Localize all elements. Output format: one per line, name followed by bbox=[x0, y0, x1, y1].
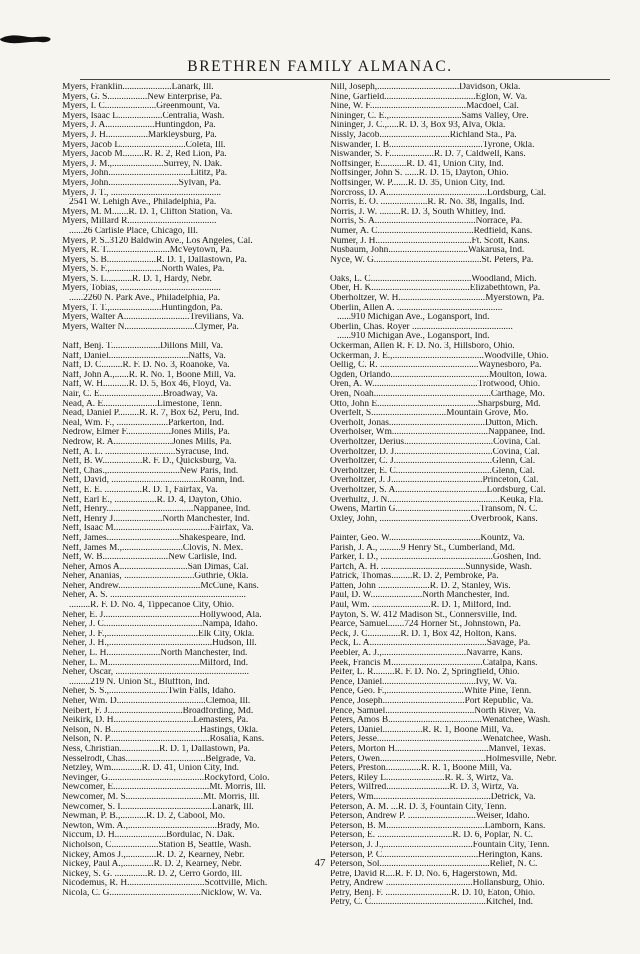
directory-entry: Neikirk, D. H..................................Lemasters, Pa. bbox=[62, 716, 249, 726]
directory-entry: Petry, Benj. F. ............................R. D. 10, Eaton, Ohio. bbox=[330, 888, 536, 898]
directory-entry: Peters, Morton H........................................Manvel, Texas. bbox=[330, 744, 546, 754]
directory-entry: Overholtzer, S. A.......................................Lordsburg, Cal. bbox=[330, 485, 546, 495]
directory-entry: Myers, M. M.......R. D. 1, Clifton Station, Va. bbox=[62, 207, 233, 217]
directory-entry: Nesselrodt, Chas..................................Belgrade, Va. bbox=[62, 754, 256, 764]
directory-entry: Myers, S. B.....................R. D. 1, Dallastown, Pa. bbox=[62, 255, 247, 265]
directory-entry: Norcross, D. A...........................................Lordsburg, Cal. bbox=[330, 188, 546, 198]
directory-entry: Oxley, John, .......................................Overbrook, Kans. bbox=[330, 514, 538, 524]
directory-entry: Neibert, F. J................................Broadfording, Md. bbox=[62, 706, 254, 716]
directory-entry: Numer, J. H.........................................Ft. Scott, Kans. bbox=[330, 236, 530, 246]
directory-entry: Nyce, W. G..............................................St. Peters, Pa. bbox=[330, 255, 534, 265]
directory-entry: Oellig, C. R. ..........................................Waynesboro, Pa. bbox=[330, 361, 542, 371]
right-column bbox=[330, 83, 598, 908]
directory-entry: Overholtzer, E. C.........................................Glenn, Cal. bbox=[330, 466, 535, 476]
directory-entry: Peek, Francis M.......................................Catalpa, Kans. bbox=[330, 658, 538, 668]
directory-entry: Neher, J. H.,............................................Hudson, Ill. bbox=[62, 639, 257, 649]
directory-entry: Nininger, C. E.,...............................Sams Valley, Ore. bbox=[330, 111, 529, 121]
directory-entry: Overhultz, J. N................................................Keuka, Fla. bbox=[330, 495, 544, 505]
directory-entry: Overfelt, S................................Mountain Grove, Mo. bbox=[330, 409, 529, 419]
directory-entry: Peters, Jesse.............................................Wenatchee, Wash. bbox=[330, 735, 551, 745]
directory-entry: Norris, E. O. ....................R. R. No. 38, Ingalls, Ind. bbox=[330, 198, 525, 208]
directory-entry: Petre, David R....R. F. D. No. 6, Hagerstown, Md. bbox=[330, 869, 518, 879]
directory-entry: Neher, Oscar, ......................................................... bbox=[62, 668, 249, 678]
directory-entry: Peters, Amos B........................................Wenatchee, Wash. bbox=[330, 716, 551, 726]
directory-entry: Neff, Henry J.....................North Manchester, Ind. bbox=[62, 514, 250, 524]
page-header-title: BRETHREN FAMILY ALMANAC. bbox=[187, 58, 453, 75]
left-column bbox=[62, 83, 330, 898]
directory-entry: Pearce, Samuel.......724 Horner St., Johnstown, Pa. bbox=[330, 620, 521, 630]
directory-entry: Neff, Chas.,...............................New Paris, Ind. bbox=[62, 466, 239, 476]
directory-entry: Nicodemus, R. H.................................Scottville, Mich. bbox=[62, 879, 268, 889]
directory-entry: Nickey, Amos J.,.............R. D. 2, Kearney, Nebr. bbox=[62, 850, 245, 860]
directory-entry: Neher, Ananias, ..............................Guthrie, Okla. bbox=[62, 572, 249, 582]
directory-entry: Nelson, N. B......................................Hastings, Okla. bbox=[62, 725, 259, 735]
directory-entry: Naff, Daniel..................................Naffs, Va. bbox=[62, 351, 226, 361]
directory-entry: Myers, Tobias, ........................................... bbox=[62, 284, 221, 294]
directory-entry: Myers, John...................................Lititz, Pa. bbox=[62, 169, 228, 179]
directory-entry: Nicholson, C....................Station B, Seattle, Wash. bbox=[62, 840, 252, 850]
directory-entry: Oren, A. W.............................................Trotwood, Ohio. bbox=[330, 380, 541, 390]
directory-entry: Neff, A. L. ..............................Syracuse, Ind. bbox=[62, 447, 229, 457]
directory-entry: Peifer, L. R.........R. F. D. No. 2, Springfield, Ohio. bbox=[330, 668, 520, 678]
directory-entry: Neher, A. S. .......................................................... bbox=[62, 591, 246, 601]
directory-entry: Ness, Christian.................R. D. 1, Dallastown, Pa. bbox=[62, 744, 251, 754]
directory-entry: Peters, Wm..................................................Detrick, Va. bbox=[330, 792, 536, 802]
directory-entry: Noffsinger, W. P.......R. D. 35, Union City, Ind. bbox=[330, 178, 506, 188]
directory-entry: Peterson, Sol...............................................Relief, N. C. bbox=[330, 860, 538, 870]
directory-entry: Oberlin, Chas. Royer ........................................... bbox=[330, 322, 513, 332]
directory-entry: Parker, I. D., ................................................Goshen, Ind. bbox=[330, 553, 542, 563]
directory-entry: Neff, James...............................Shakespeare, Ind. bbox=[62, 533, 246, 543]
directory-entry: Overholtzer, J. J.......................................Princeton, Cal. bbox=[330, 476, 539, 486]
directory-entry: Oberholtzer, W. H.....................................Myerstown, Pa. bbox=[330, 294, 545, 304]
directory-entry: Pence, Daniel........................................Ivy, W. Va. bbox=[330, 677, 517, 687]
directory-entry: Painter, Geo. W.......................................Kountz, Va. bbox=[330, 533, 525, 543]
directory-entry: Nelson, N. P...........................................Rosalia, Kans. bbox=[62, 735, 265, 745]
directory-entry: Nickey, Paul A.,.............R. D. 2, Kearney, Nebr. bbox=[62, 860, 242, 870]
directory-entry: Myers, S. F.,......................North Wales, Pa. bbox=[62, 265, 225, 275]
directory-entry: Myers, Walter N..............................Clymer, Pa. bbox=[62, 322, 239, 332]
directory-entry: Ockerman, J. E.,.......................................Woodville, Ohio. bbox=[330, 351, 549, 361]
directory-entry: Nead, Daniel P.........R. R. 7, Box 62, Peru, Ind. bbox=[62, 409, 240, 419]
directory-entry: Peters, Preston...............R. R. 1, Boone Mill, Va. bbox=[330, 764, 512, 774]
directory-entry: Peck, L. A..................................................Savage, Pa. bbox=[330, 639, 531, 649]
directory-entry: Nair, C. E...........................Broadway, Va. bbox=[62, 390, 218, 399]
directory-entry: Neher, J. F.,.......................................Elk City, Okla. bbox=[62, 629, 255, 639]
directory-entry: Norris, S. A...........................................Norrace, Pa. bbox=[330, 217, 523, 227]
directory-entry: Petry, C. C.................................................Kitchel, Ind. bbox=[330, 898, 534, 908]
directory-entry: Myers, I. C......................Greenmount, Va. bbox=[62, 102, 220, 112]
directory-entry: Nedrow, Elmer F...................Jones Mills, Pa. bbox=[62, 428, 230, 438]
directory-entry: Peck, J. C..............R. D. 1, Box 42, Holton, Kans. bbox=[330, 629, 517, 639]
section-gap bbox=[330, 524, 598, 534]
directory-entry: Norris, J. W. .........R. D. 3, South Whitley, Ind. bbox=[330, 207, 506, 217]
directory-entry: Netzley, Wm.............R. D. 41, Union City, Ind. bbox=[62, 764, 239, 774]
directory-entry: Peterson, E. ................................R. D. 6, Poplar, N. C. bbox=[330, 831, 534, 841]
directory-entry: Oren, Noah..................................................Carthage, Mo. bbox=[330, 390, 545, 399]
directory-entry: Peebler, A. J.,....................................Navarre, Kans. bbox=[330, 649, 523, 659]
directory-entry: Nedrow, R. A.........................Jones Mills, Pa. bbox=[62, 437, 232, 447]
directory-entry: Nicola, C. G.......................................Nicklow, W. Va. bbox=[62, 888, 262, 898]
directory-entry: Nusbaum, John..................................Wakarusa, Ind. bbox=[330, 246, 525, 256]
directory-entry: Payton, S. W. 412 Madison St., Connersville, Ind. bbox=[330, 610, 517, 620]
directory-entry: Partch, A. H. ....................................Sunnyside, Wash. bbox=[330, 562, 532, 572]
directory-entry: Neff, Isaac M.........................................Fairfax, Va. bbox=[62, 524, 254, 534]
directory-entry: Patten, John ......................R. D. 2, Stanley, Wis. bbox=[330, 581, 511, 591]
directory-entry: Neff, Earl E., ..................R. D. 4, Dayton, Ohio. bbox=[62, 495, 242, 505]
directory-entry: Myers, Jacob M.........R. R. 2, Red Lion, Pa. bbox=[62, 150, 227, 160]
directory-entry: Peters, Owen.............................................Holmesville, Nebr. bbox=[330, 754, 557, 764]
directory-entry: ......26 Carlisle Place, Chicago, Ill. bbox=[62, 226, 198, 236]
directory-entry: Peters, Wilfred...........................R. D. 3, Wirtz, Va. bbox=[330, 783, 519, 793]
directory-entry: Newcomer, E.........................................Mt. Morris, Ill. bbox=[62, 783, 266, 793]
directory-entry: 2541 W. Lehigh Ave., Philadelphia, Pa. bbox=[62, 198, 217, 208]
directory-entry: Overholt, Jonas.........................................Dutton, Mich. bbox=[330, 418, 538, 428]
directory-entry: Newman, P. B.,...........R. D. 2, Cabool, Mo. bbox=[62, 812, 226, 822]
directory-entry: Nead, A. E.......................Limestone, Tenn. bbox=[62, 399, 223, 409]
directory-entry: Neher, L. M.......................................Milford, Ind. bbox=[62, 658, 249, 668]
page-number: 47 bbox=[314, 857, 326, 869]
directory-entry: Myers, J. T., ............................................... bbox=[62, 188, 222, 198]
directory-entry: Pence, Samuel......................................North River, Va. bbox=[330, 706, 536, 716]
directory-entry: Neff, David, ......................................Roann, Ind. bbox=[62, 476, 245, 486]
directory-entry: Neff, E. E. ................R. D. 1, Fairfax, Va. bbox=[62, 485, 218, 495]
directory-entry: .........R. F. D. No. 4, Tippecanoe City, Ohio. bbox=[62, 601, 235, 611]
directory-entry: Peterson, Andrew P. .............................Weiser, Idaho. bbox=[330, 812, 530, 822]
directory-entry: Peterson, B. M..........................................Lamborn, Kans. bbox=[330, 821, 546, 831]
directory-entry: Overholtzer, C. J..........................................Glenn, Cal. bbox=[330, 457, 536, 467]
directory-entry: Neff, James M.,..........................Clovis, N. Mex. bbox=[62, 543, 244, 553]
directory-entry: Naff, John A.,......R. R. No. 1, Boone Mill, Va. bbox=[62, 370, 236, 380]
directory-entry: Newcomer, S. I.......................................Lanark, Ill. bbox=[62, 802, 254, 812]
directory-entry: Paul, Wm. .........................R. D. 1, Milford, Ind. bbox=[330, 601, 512, 611]
directory-entry: Parish, J. A., .........9 Henry St., Cumberland, Md. bbox=[330, 543, 515, 553]
directory-entry: Pence, Geo. F.,.................................White Pine, Tenn. bbox=[330, 687, 532, 697]
directory-entry: Myers, J. M.,......................Surrey, N. Dak. bbox=[62, 159, 223, 169]
directory-entry: Niswander, S. F...................R. D. 7, Caldwell, Kans. bbox=[330, 150, 526, 160]
directory-entry: Myers, Jacob L............................Coleta, Ill. bbox=[62, 140, 226, 150]
directory-entry: Naff, D. C.........R. F. D. No. 3, Roanoke, Va. bbox=[62, 361, 230, 371]
directory-entry: Neff, B. W.................R. F. D., Quicksburg, Va. bbox=[62, 457, 237, 467]
directory-entry: Myers, G. S.................New Enterprise, Pa. bbox=[62, 92, 223, 102]
directory-entry: Neher, E. J.........................................Hollywood, Ala. bbox=[62, 610, 262, 620]
directory-entry: Oaks, L. C...........................................Woodland, Mich. bbox=[330, 274, 537, 284]
directory-entry: Neher, Andrew...................................McCune, Kans. bbox=[62, 581, 259, 591]
directory-entry: ......2260 N. Park Ave., Philadelphia, Pa. bbox=[62, 294, 220, 304]
directory-entry: Peters, Riley L.........................R. R. 3, Wirtz, Va. bbox=[330, 773, 514, 783]
directory-entry: Neher, S. S.,.........................Twin Falls, Idaho. bbox=[62, 687, 236, 697]
directory-entry: Numer, A. C.........................................Redfield, Kans. bbox=[330, 226, 533, 236]
directory-entry: Peters, Daniel.................R. R. 1, Boone Mill, Va. bbox=[330, 725, 514, 735]
directory-entry: Otto, John E...........................................Sharpsburg, Md. bbox=[330, 399, 541, 409]
directory-entry: Ockerman, Allen R. F. D. No. 3, Hillsboro, Ohio. bbox=[330, 342, 515, 352]
section-gap bbox=[330, 265, 598, 275]
directory-entry: Neff, W. B............................New Carlisle, Ind. bbox=[62, 553, 237, 563]
directory-entry: Oberlin, Allen A. ............................................. bbox=[330, 303, 503, 313]
directory-entry: Peterson, J. J.,......................................Fountain City, Tenn. bbox=[330, 840, 550, 850]
directory-entry: Nine, W. F.........................................Macdoel, Cal. bbox=[330, 102, 519, 112]
directory-entry: Nickey, S. G. ..............R. D. 2, Cerro Gordo, Ill. bbox=[62, 869, 243, 879]
directory-entry: Ober, H. K..........................................Elizabethtown, Pa. bbox=[330, 284, 541, 294]
directory-entry: Newton, Wm. A.,......................................Brady, Mo. bbox=[62, 821, 260, 831]
directory-entry: Neher, L. H.......................North Manchester, Ind. bbox=[62, 649, 248, 659]
directory-entry: Peterson, P. C.........................................Herington, Kans. bbox=[330, 850, 543, 860]
directory-entry: Myers, Millard R...................................... bbox=[62, 217, 217, 227]
directory-entry: Myers, J. A.....................Huntingdon, Pa. bbox=[62, 121, 216, 131]
directory-entry: Myers, Franklin.....................Lanark, Ill. bbox=[62, 83, 214, 92]
directory-entry: Myers, Isaac L...................Centralia, Wash. bbox=[62, 111, 225, 121]
directory-entry: Nininger, J. C.,.....R. D. 3, Box 93, Alva, Okla. bbox=[330, 121, 506, 131]
directory-entry: Overholser, Wm.........................................Nappanee, Ind. bbox=[330, 428, 546, 438]
directory-entry: Naff, Benj. T.....................Dillons Mill, Va. bbox=[62, 342, 224, 352]
directory-entry: Myers, T. T.,......................Huntingdon, Pa. bbox=[62, 303, 223, 313]
directory-entry: Pence, Joseph...................................Port Republic, Va. bbox=[330, 697, 534, 706]
ink-blot-mark bbox=[0, 30, 52, 48]
directory-entry: Neher, Amos A.............................San Dimas, Cal. bbox=[62, 562, 249, 572]
directory-entry: Neher, Wm. D......................................Clemoa, Ill. bbox=[62, 697, 251, 706]
directory-entry: Ogden, Orlando..........................................Moulton, Iowa. bbox=[330, 370, 547, 380]
directory-entry: Owens, Martin G....................................Transom, N. C. bbox=[330, 505, 538, 515]
directory-entry: Paul, D. W......................North Manchester, Ind. bbox=[330, 591, 510, 601]
directory-entry: Myers, R. T...........................McVeytown, Pa. bbox=[62, 246, 232, 256]
directory-entry: Nill, Joseph,...................................Davidson, Okla. bbox=[330, 83, 521, 92]
directory-entry: Nevinger, G.........................................Rockyford, Colo. bbox=[62, 773, 270, 783]
directory-entry: Overholtzer, D. J..........................................Covina, Cal. bbox=[330, 447, 540, 457]
directory-entry: Peterson, A. M. ...R. D. 3, Fountain City, Tenn. bbox=[330, 802, 507, 812]
directory-entry: Nissly, Jacob..............................Richland Sta., Pa. bbox=[330, 130, 517, 140]
directory-entry: Myers, P. S..3120 Baldwin Ave., Los Angeles, Cal. bbox=[62, 236, 253, 246]
directory-entry: Myers, J. H..................Markleysburg, Pa. bbox=[62, 130, 217, 140]
directory-entry: Niccum, D. H......................Bordulac, N. Dak. bbox=[62, 831, 235, 841]
directory-entry: .........219 N. Union St., Bluffton, Ind. bbox=[62, 677, 210, 687]
directory-entry: ......910 Michigan Ave., Logansport, Ind. bbox=[330, 332, 490, 342]
directory-entry: Neff, Henry.....................................Nappanee, Ind. bbox=[62, 505, 251, 515]
directory-entry: Noffsinger, E...........R. D. 41, Union City, Ind. bbox=[330, 159, 504, 169]
directory-entry: Naff, W. H...........R. D. 5, Box 46, Floyd, Va. bbox=[62, 380, 232, 390]
header-rule bbox=[80, 79, 610, 80]
directory-entry: Myers, John..............................Sylvan, Pa. bbox=[62, 178, 222, 188]
directory-entry: Myers, S. L...........R. D. 1, Hardy, Nebr. bbox=[62, 274, 212, 284]
directory-entry: ......910 Michigan Ave., Logansport, Ind. bbox=[330, 313, 490, 323]
directory-entry: Nine, Garfield.......................................Eglon, W. Va. bbox=[330, 92, 528, 102]
directory-entry: Overholtzer, Derius......................................Covina, Cal. bbox=[330, 437, 541, 447]
section-gap bbox=[62, 332, 330, 342]
directory-entry: Myers, Walter A............................Trevilians, Va. bbox=[62, 313, 244, 323]
directory-entry: Niswander, I. B........................................Tyrone, Okla. bbox=[330, 140, 535, 150]
directory-entry: Neher, J. C..........................................Nampa, Idaho. bbox=[62, 620, 258, 630]
directory-entry: Noffsinger, John S. ......R. D. 15, Dayton, Ohio. bbox=[330, 169, 509, 179]
directory-entry: Petry, Andrew .....................................Hollansburg, Ohio. bbox=[330, 879, 545, 889]
directory-entry: Neal, Wm. F., ......................Parkerton, Ind. bbox=[62, 418, 225, 428]
directory-entry: Patrick, Thomas.........R. D. 2, Pembroke, Pa. bbox=[330, 572, 499, 582]
directory-entry: Newcomer, M. S.................................Mt. Morris, Ill. bbox=[62, 792, 260, 802]
